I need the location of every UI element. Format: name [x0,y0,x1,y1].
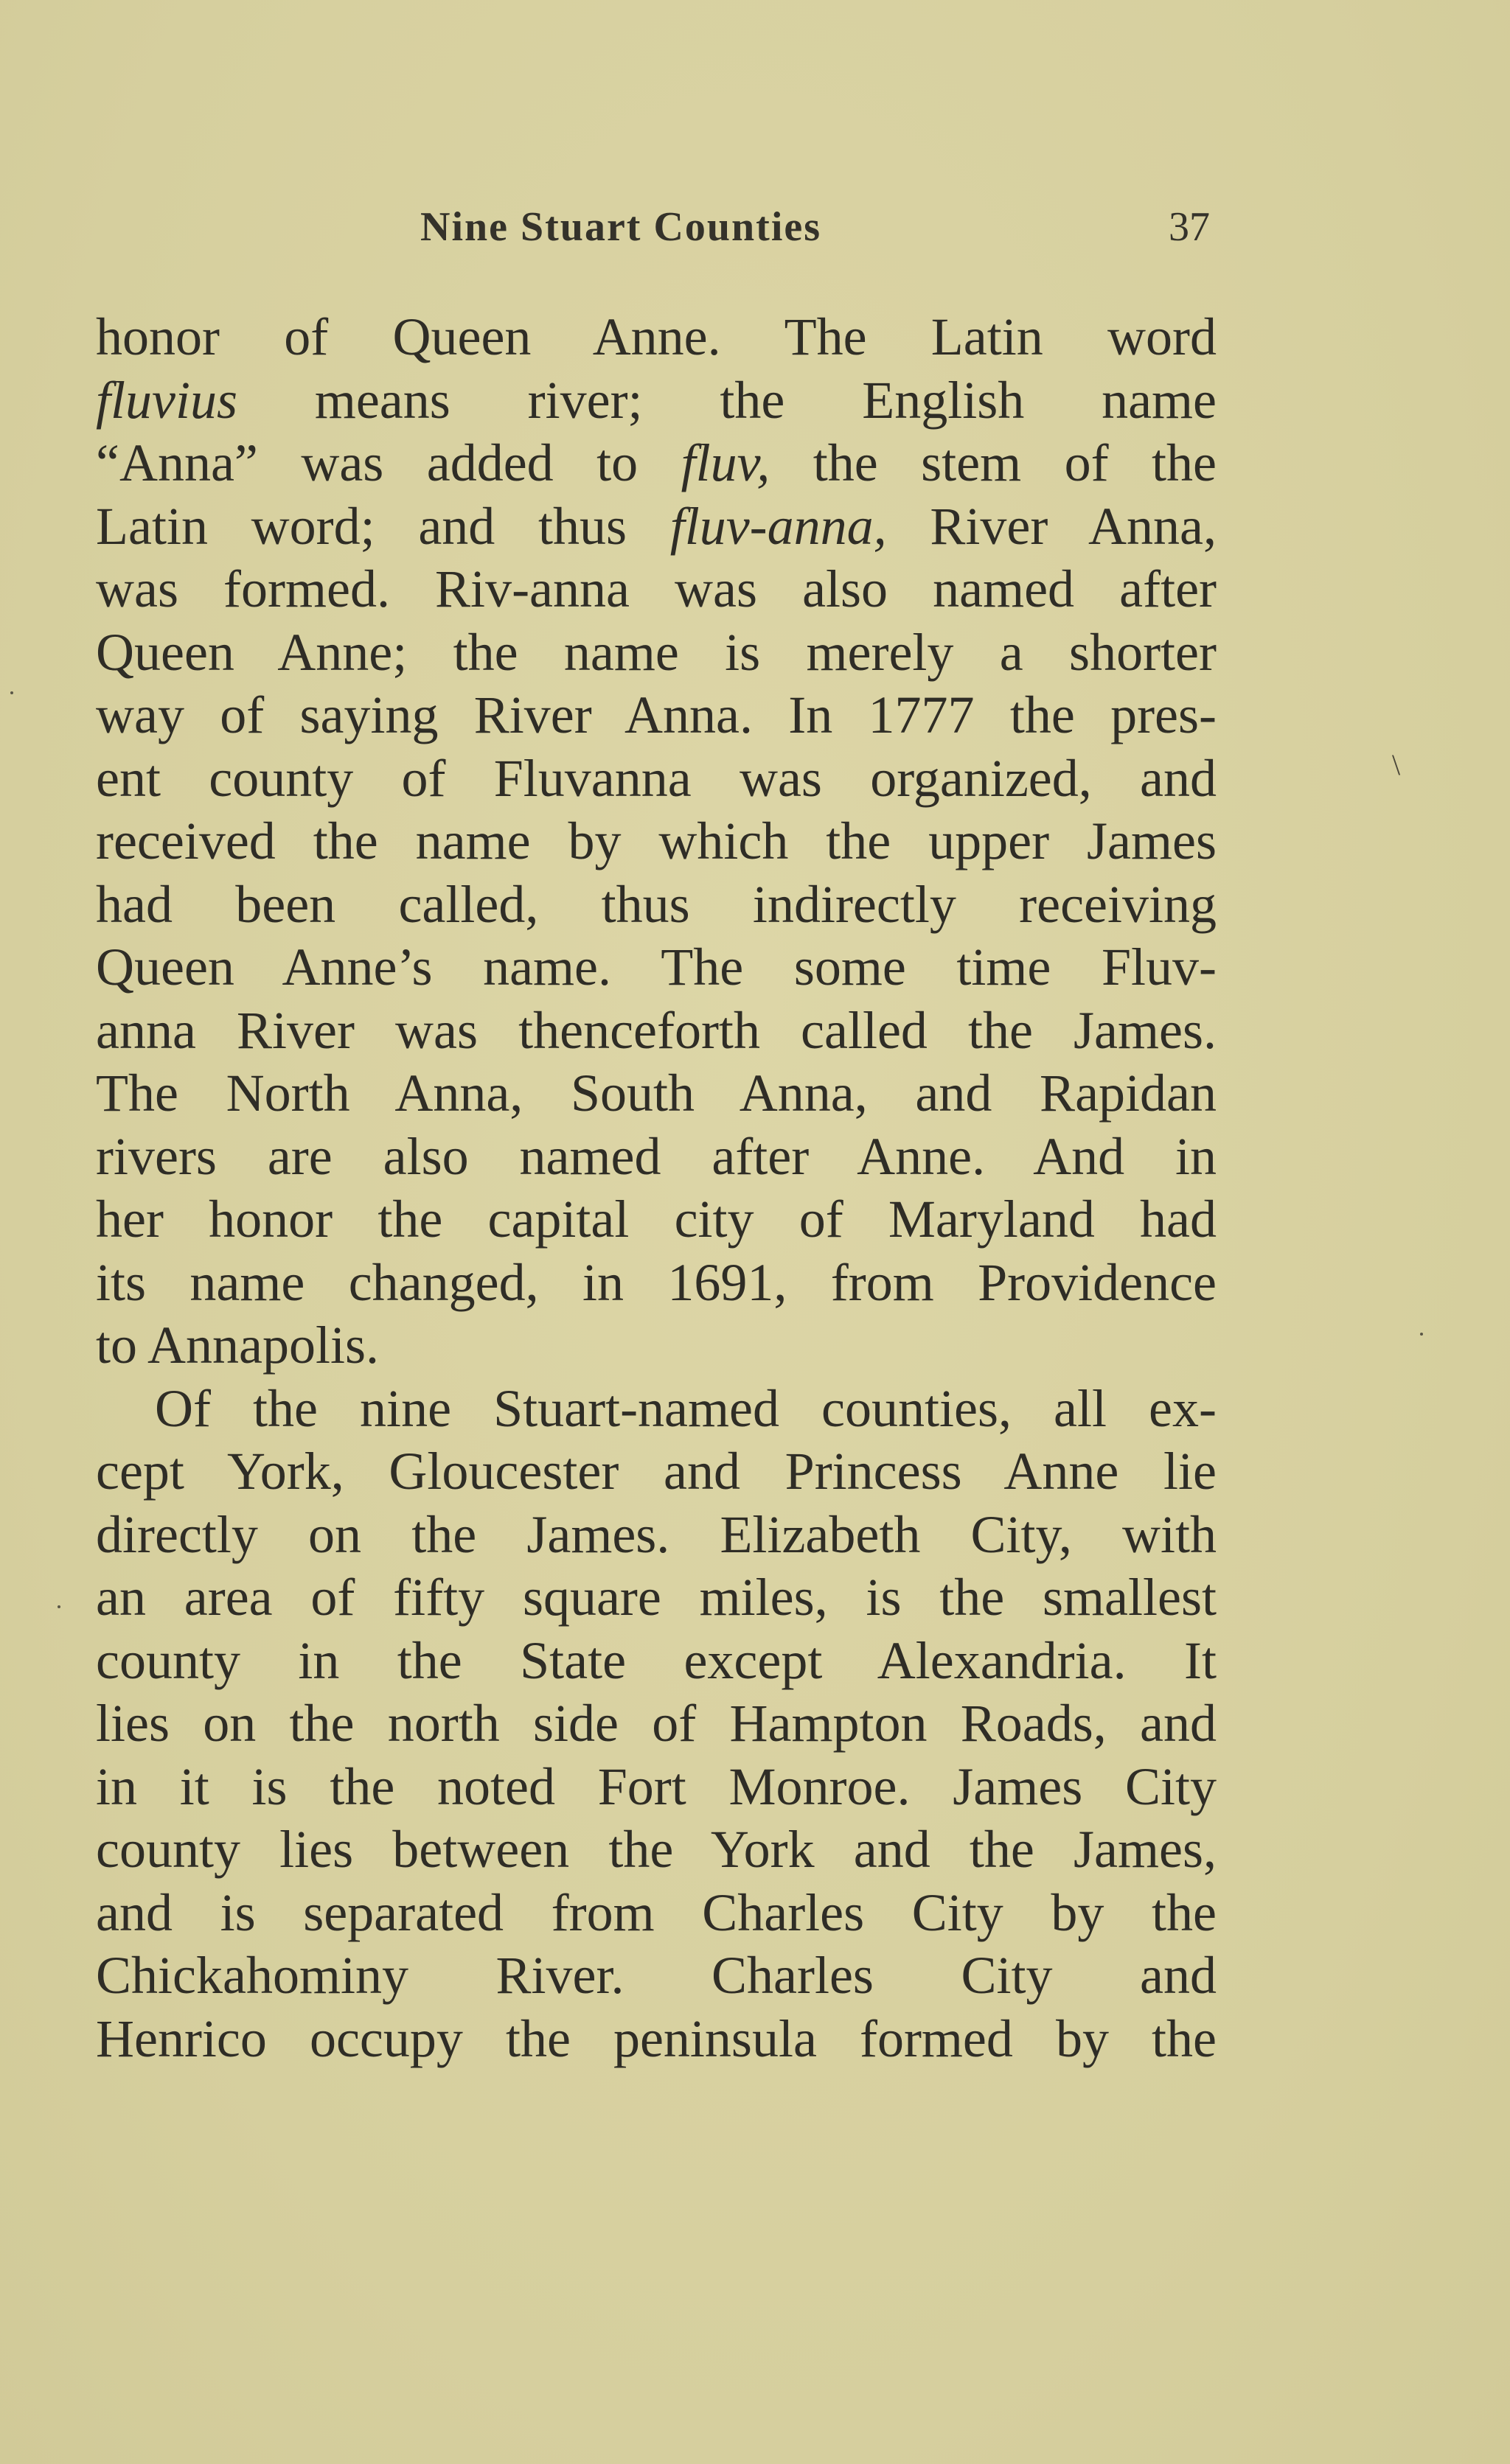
text-line: was formed. Riv-anna was also named after [96,559,1217,618]
text-line: Queen Anne’s name. The some time Fluv- [96,938,1217,997]
text-segment: the stem of the [770,433,1217,492]
text-line: lies on the north side of Hampton Roads, and [96,1694,1217,1753]
text-line [96,369,1217,433]
paper-speck [58,1605,60,1608]
italic-word: fluv, [681,433,770,492]
text-line: county in the State except Alexandria. It [96,1630,1217,1690]
page-number: 37 [1169,204,1210,250]
text-line: cept York, Gloucester and Princess Anne lie [96,1442,1217,1501]
text-line: honor of Queen Anne. The Latin word [96,307,1217,366]
text-line: an area of fifty square miles, is the smallest [96,1568,1217,1627]
text-line: Henrico occupy the peninsula formed by the [96,2008,1217,2068]
text-line: had been called, thus indirectly receiving [96,874,1217,934]
text-segment: “Anna” was added to [96,433,681,492]
text-line: to Annapolis. [96,1316,380,1375]
text-line: her honor the capital city of Maryland had [96,1190,1217,1249]
text-line: received the name by which the upper James [96,812,1217,870]
text-segment: River Anna, [886,496,1217,556]
italic-word: fluvius [96,370,237,430]
text-line: anna River was thenceforth called the James. [96,1000,1217,1060]
text-line: Queen Anne; the name is merely a shorter [96,622,1217,682]
italic-word: fluv-anna, [669,496,887,556]
margin-mark: \ [1392,748,1401,781]
text-line: in it is the noted Fort Monroe. James City [96,1756,1217,1816]
body-text [96,306,1217,2070]
paper-speck [10,691,13,694]
paper-speck [1420,1333,1423,1336]
text-line: rivers are also named after Anne. And in [96,1126,1217,1186]
text-line: directly on the James. Elizabeth City, with [96,1504,1217,1564]
text-line: Of the nine Stuart-named counties, all ex- [155,1378,1217,1438]
text-line [96,432,1217,495]
text-segment: means river; the English name [237,370,1217,430]
running-head [0,203,1510,255]
text-segment: Latin word; and thus [96,496,670,556]
text-line: The North Anna, South Anna, and Rapidan [96,1064,1217,1123]
text-line: county lies between the York and the James, [96,1820,1217,1879]
text-line: way of saying River Anna. In 1777 the pres- [96,685,1217,744]
running-title: Nine Stuart Counties [420,204,822,250]
text-line: and is separated from Charles City by the [96,1882,1217,1942]
text-line: Chickahominy River. Charles City and [96,1946,1217,2005]
text-line: ent county of Fluvanna was organized, and [96,748,1217,808]
text-line: its name changed, in 1691, from Providence [96,1252,1217,1312]
text-line [96,495,1217,559]
